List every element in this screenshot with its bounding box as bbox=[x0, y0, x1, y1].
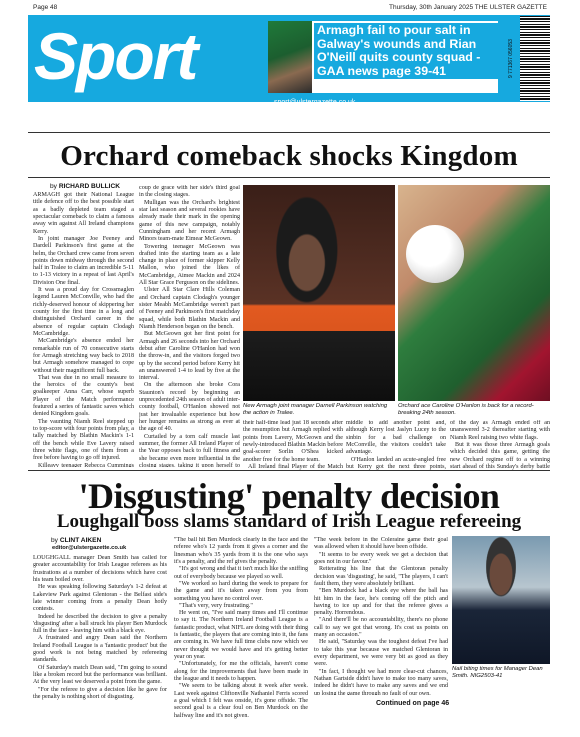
byline-name: RICHARD BULLICK bbox=[58, 183, 120, 190]
story2-email[interactable]: editor@ulstergazette.co.uk bbox=[52, 545, 127, 551]
section-title: Sport bbox=[34, 19, 197, 93]
photo-jacket-detail bbox=[243, 331, 395, 401]
divider bbox=[28, 132, 550, 133]
story1-column-5 bbox=[450, 420, 550, 470]
barcode-number: 9 771367 056053 bbox=[508, 39, 514, 79]
football-icon bbox=[406, 225, 464, 283]
continued-note: Continued on page 46 bbox=[376, 700, 450, 707]
paragraph: middle to add another point and, although Kerry lost Jaslyn Lucey to the sinbin for a bad challenge on McConville, the visitors couldn't take advantage. bbox=[346, 420, 446, 456]
byline-prefix: by bbox=[51, 537, 58, 544]
story2-column-1 bbox=[33, 555, 167, 731]
paragraph: Curtailed by a torn calf muscle last summer, the former All Ireland Player of the Year opposes back to full fitness and she became even more influential in the closing stages, taking it upon herself to bbox=[139, 433, 240, 467]
paragraph: "That's very, very frustrating." bbox=[179, 602, 253, 609]
paragraph: He was speaking following Saturday's 1-2 defeat at Lakeview Park against Glentoran - the Belfast side's late winner coming from a penalty Dean hotly contests. bbox=[33, 584, 167, 613]
paragraph: In joint manager Joe Feeney and Dardell Parkinson's first game at the helm, the Orchard crew came from seven points down midway through the second half in Tralee to claim an incredible 5-11 to 1-13 victory in a repeat of last April's Division One final. bbox=[33, 235, 134, 286]
caption-manager: New Armagh joint manager Darnell Parkinson watching the action in Tralee. bbox=[243, 403, 388, 416]
paragraph: "It seems to be every week we get a decision that goes not in our favour." bbox=[314, 551, 448, 565]
paragraph: O'Hanlon landed an acute-angled free but Kerry got the next three points, bbox=[346, 456, 446, 470]
story1-byline bbox=[50, 183, 120, 191]
paragraph: "We worked so hard during the week to prepare for the game and it's taken away from you from something you have no control over. bbox=[174, 580, 308, 602]
story2-headline: 'Disgusting' penalty decision bbox=[78, 476, 500, 516]
story1-column-3 bbox=[243, 420, 343, 470]
story2-byline bbox=[51, 537, 101, 545]
paragraph: But it was those three Armagh goals which decided this game, getting the new Orchard regime off to a winning start ahead of this Sunday's derby battle bbox=[450, 441, 550, 470]
photo-dean-smith bbox=[452, 536, 550, 664]
paragraph: of the day as Armagh ended off an unanswered 3-2 thereafter starting with Niamh Reel raising two white flags. bbox=[450, 420, 550, 441]
paragraph: Killeavy teenager Rebecca Cummings bbox=[38, 462, 134, 467]
photo-manager bbox=[243, 185, 395, 401]
paragraph: "It's got wrong and that it isn't much like the sniffing out of everybody because we played so well. bbox=[174, 566, 308, 580]
paragraph: "Ben Murdock had a black eye where the ball has hit him in the face, he's coming off the pitch and having to ice up and for that the referee gives a penalty. Horrendous. bbox=[314, 588, 448, 617]
caption-dean-smith: Nail biting times for Manager Dean Smith. NIG2503-41 bbox=[452, 666, 543, 679]
paragraph: Indeed he described the decision to give a penalty 'disgusting' after a ball struck his player Ben Murdock full in the face - leaving him with a black eye. bbox=[33, 613, 167, 635]
page-number: Page 48 bbox=[33, 4, 58, 11]
barcode-icon bbox=[520, 16, 550, 101]
paragraph: The vaunting Niamh Reel stepped up to top-score with four points from play, a tally matched by Blathin Mackin's 1-1 off the bench while Eve Lavery raised three white flags, one of them from a free before having to go off injured. bbox=[33, 418, 134, 462]
byline-prefix: by bbox=[50, 183, 57, 190]
paragraph: Ulster All Star Clare Hills Coleman and Orchard captain Clodagh's younger sister Meabh McCambridge weren't part of Feeney and Parkinson's first matchday squad, while both Blathin Mackin and Niamh Henderson began on the bench. bbox=[139, 287, 240, 330]
caption-player: Orchard ace Caroline O'Hanlon is back for a record-breaking 24th season. bbox=[398, 403, 534, 416]
sport-email[interactable]: sport@ulstergazette.co.uk bbox=[274, 99, 356, 106]
paragraph: LOUGHGALL manager Dean Smith has called for greater accountability for Irish League referees as his frustrations at a number of decisions which have cost his team boiled over. bbox=[33, 555, 167, 583]
story2-column-2 bbox=[174, 537, 308, 731]
story2-column-3 bbox=[314, 537, 448, 695]
paragraph: "The ball hit Ben Murdock clearly in the face and the referee who's 12 yards from it gives a corner and the linesman who's 35 yards from it is the one who says it's a penalty, and the ref gives the penalty. bbox=[174, 537, 308, 565]
story1-headline: Orchard comeback shocks Kingdom bbox=[60, 140, 518, 172]
paragraph: ARMAGH got their National League title defence off to the best possible start as a badly depleted team staged a spectacular comeback to claim a famous away win against All Ireland champions Kerry. bbox=[33, 192, 134, 235]
byline-name: CLINT AIKEN bbox=[59, 537, 102, 544]
paragraph: Of Saturday's match Dean said, "I'm going to sound like a broken record but the performance was brilliant. At the very least we deserved a point from the game. bbox=[33, 664, 167, 686]
paragraph: He said, "Saturday was the toughest defeat I've had to take this year because we matched Glentoran in every department, we were very bit as good as they were. bbox=[314, 639, 448, 668]
paragraph: coup de grace with her side's third goal in the closing stages. bbox=[139, 185, 240, 199]
paragraph: Reiterating his line that the Glentoran penalty decision was 'disgusting', he said, "The players, I can't fault them, they were absolutely brilliant. bbox=[314, 566, 448, 587]
divider bbox=[28, 177, 550, 178]
paragraph: On the afternoon she broke Cora Staunton's record by beginning an unprecedented 24th season of adult inter-county football, O'Hanlon showed not just her invaluable experience but how her hunger remains as strong as ever at the age of 40. bbox=[139, 382, 240, 433]
paragraph: "In fact, I thought we had more clear-cut chances, Nathan Gartside didn't have to make too many saves, indeed he didn't have to make any saves and we end up losing the game through no fault of our own. bbox=[314, 668, 448, 695]
paragraph: But McGeown got her first point for Armagh and 26 seconds into her Orchard debut after Caroline O'Hanlon had won the throw-in, and the visitors forged two up by the second period before Kerry hit an unanswered 1-4 to lead by five at the interval. bbox=[139, 331, 240, 382]
story2-subhead: Loughgall boss slams standard of Irish League refereeing bbox=[56, 511, 522, 532]
photo-player bbox=[398, 185, 550, 401]
story1-column-2 bbox=[139, 185, 240, 467]
paragraph: "Unfortunately, for me the officials, haven't come along for the improvements that have been made in the league and it needs to happen. bbox=[174, 661, 308, 682]
story1-column-4 bbox=[346, 420, 446, 470]
promo-text: Armagh fail to pour salt in Galway's wounds and Rian O'Neill quits county squad - GAA news page 39-41 bbox=[314, 23, 498, 79]
paragraph: "The week before in the Coleraine game their goal was allowed when it should have been offside. bbox=[314, 537, 448, 551]
issue-date: Thursday, 30th January 2025 THE ULSTER GAZETTE bbox=[389, 4, 547, 11]
sport-masthead bbox=[28, 15, 550, 106]
page-header-bar bbox=[0, 0, 580, 14]
paragraph: "We seem to be talking about it week after week. Last week against Cliftonville Nathaniel Ferris scored a goal which I felt was onside, it's gone offside. The second goal is a clear foul on Ben Murdock on the halfway line and it's not given. bbox=[174, 683, 308, 719]
paragraph: "For the referee to give a decision like he gave for the penalty is nothing short of disgusting. bbox=[33, 686, 167, 700]
paragraph: It was a proud day for Crossmaglen legend Lauren McConville, who had the richly-deserved honour of skippering her county for the first time in a long and distinguished Orchard career in the absence of regular captain Clodagh McCambridge. bbox=[33, 287, 134, 337]
paragraph: That was due in no small measure to the heroics of the county's best goalkeeper Anna Carr, whose superb Player of the Match performance featured a series of fantastic saves which denied Kingdom goals. bbox=[33, 374, 134, 418]
paragraph: Mulligan was the Orchard's brightest star last season and several rookies have already made their mark in the opening game of this new campaign, notably Cunningham and her recent Armagh Minors team-mate Eimear McGeown. bbox=[139, 199, 240, 243]
paragraph: Towering teenager McGeown was drafted into the starting team as a late change in place of former skipper Kelly Mallon, who joined the likes of McCambridge, Aimee Mackin and 2024 All Star Grace Ferguson on the sidelines. bbox=[139, 243, 240, 287]
paragraph: McCambridge's absence ended her remarkable run of 70 consecutive starts for Armagh stretching way back to 2018 but Armagh somehow managed to cope without their magnificent full back. bbox=[33, 338, 134, 374]
paragraph: All Ireland final Player of the Match bbox=[248, 463, 343, 470]
promo-box[interactable] bbox=[268, 21, 498, 93]
story1-column-1 bbox=[33, 192, 134, 467]
promo-photo bbox=[268, 21, 312, 93]
paragraph: their half-time lead just 18 seconds after the resumption but Armagh replied with points from Lavery, McGeown and the newly-introduced Blathin Mackin before goal-scorer Sorlin O'Shea kicked another free for the home team. bbox=[243, 420, 343, 463]
paragraph: He went on, "I've said many times and I'll continue to say it. The Northern Ireland Football League is a fantastic product, what NIFL are doing with their thing is fantastic, the players that are coming into it, the fans are coming in. We have full time clubs now which we never thought we would have and it's getting better year on year. bbox=[174, 610, 308, 660]
divider bbox=[28, 470, 550, 471]
paragraph: A frustrated and angry Dean said the Northern Ireland Football League is a 'fantastic product' but the good work is not being matched by refereeing standards. bbox=[33, 635, 167, 664]
paragraph: "And there'll be no accountability, there's no phone call to say we got that wrong. It's cost us points on many an occasion." bbox=[314, 617, 448, 639]
